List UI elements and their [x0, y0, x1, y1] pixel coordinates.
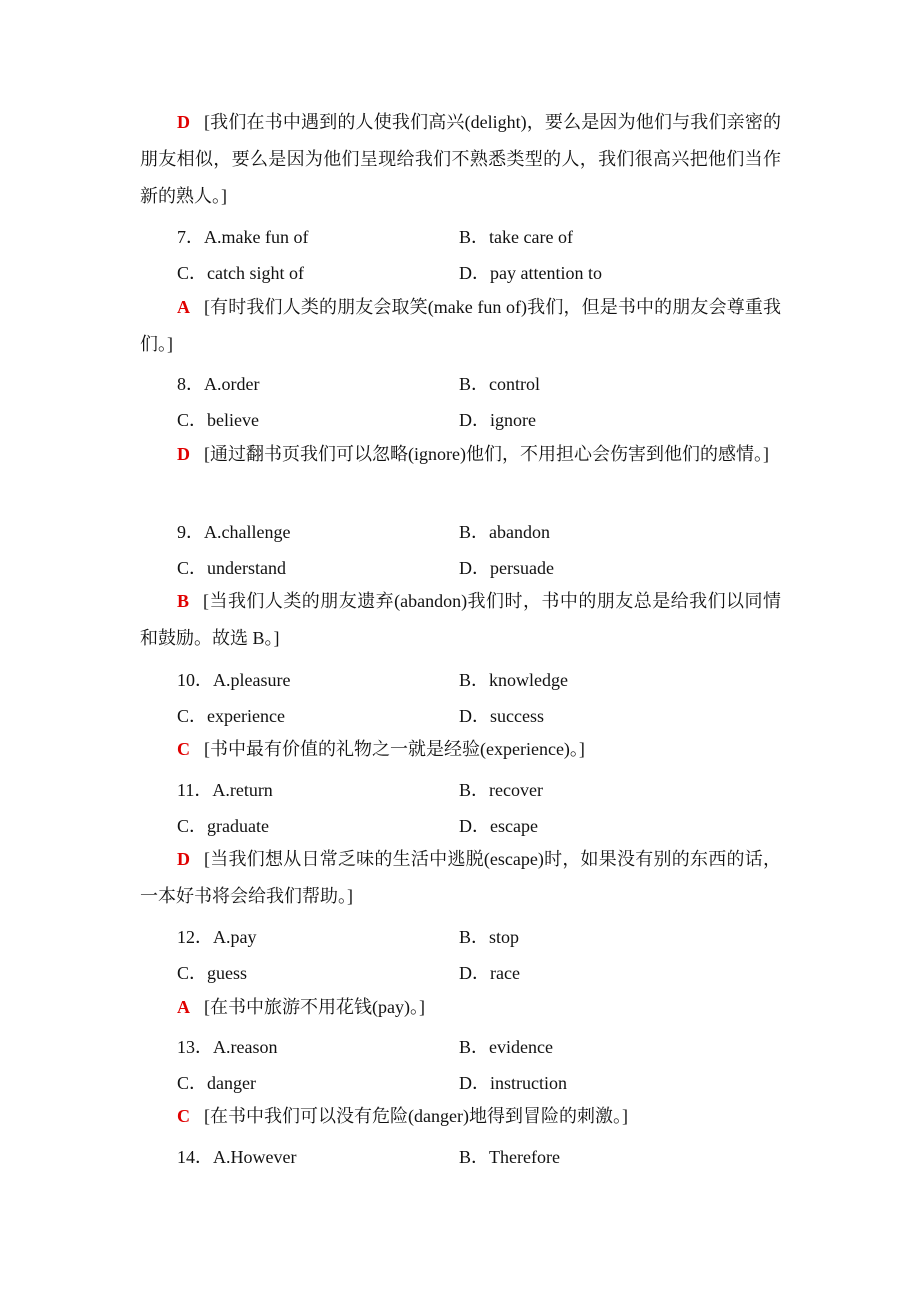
option-7a: 7．A.make fun of [177, 227, 309, 247]
explanation-text: [在书中我们可以没有危险(danger)地得到冒险的刺激。] [204, 1106, 628, 1126]
explanation-q7 [140, 289, 781, 363]
option-7c: C．catch sight of [177, 263, 304, 283]
explanation-q8 [140, 436, 781, 473]
explanation-q13 [140, 1098, 781, 1135]
explanation-text: [有时我们人类的朋友会取笑(make fun of)我们，但是书中的朋友会尊重我们。] [140, 297, 781, 354]
option-7b: B．take care of [459, 227, 573, 247]
option-10d: D．success [459, 706, 544, 726]
explanation-text: [我们在书中遇到的人使我们高兴(delight)，要么是因为他们与我们亲密的朋友相似，要么是因为他们呈现给我们不熟悉类型的人，我们很高兴把他们当作新的熟人。] [140, 112, 781, 206]
explanation-q9 [140, 583, 781, 657]
option-13c: C．danger [177, 1073, 256, 1093]
answer-letter: D [177, 849, 190, 869]
explanation-q6 [140, 104, 781, 215]
option-14a: 14．A.However [177, 1147, 297, 1167]
option-8c: C．believe [177, 410, 259, 430]
answer-letter: C [177, 1106, 190, 1126]
answer-letter: D [177, 112, 190, 132]
option-12b: B．stop [459, 927, 520, 947]
option-12a: 12．A.pay [177, 927, 257, 947]
option-11d: D．escape [459, 816, 538, 836]
option-10a: 10．A.pleasure [177, 670, 291, 690]
option-9c: C．understand [177, 558, 286, 578]
option-8a: 8．A.order [177, 374, 260, 394]
option-8b: B．control [459, 374, 540, 394]
explanation-text: [在书中旅游不用花钱(pay)。] [204, 997, 425, 1017]
answer-letter: A [177, 997, 190, 1017]
explanation-q11 [140, 841, 781, 915]
option-9a: 9．A.challenge [177, 522, 291, 542]
option-14b: B．Therefore [459, 1147, 560, 1167]
explanation-text: [当我们想从日常乏味的生活中逃脱(escape)时，如果没有别的东西的话，一本好书将会给我们帮助。] [140, 849, 781, 906]
option-13a: 13．A.reason [177, 1037, 278, 1057]
explanation-text: [通过翻书页我们可以忽略(ignore)他们，不用担心会伤害到他们的感情。] [204, 444, 769, 464]
option-11b: B．recover [459, 780, 543, 800]
option-12c: C．guess [177, 963, 248, 983]
option-9b: B．abandon [459, 522, 550, 542]
explanation-text: [书中最有价值的礼物之一就是经验(experience)。] [204, 739, 585, 759]
answer-letter: B [177, 591, 190, 611]
answer-letter: D [177, 444, 190, 464]
explanation-q10 [140, 731, 781, 768]
answer-letter: A [177, 297, 190, 317]
option-13d: D．instruction [459, 1073, 567, 1093]
option-7d: D．pay attention to [459, 263, 602, 283]
option-8d: D．ignore [459, 410, 536, 430]
option-13b: B．evidence [459, 1037, 553, 1057]
explanation-text: [当我们人类的朋友遗弃(abandon)我们时，书中的朋友总是给我们以同情和鼓励。故选 B。] [140, 591, 781, 648]
option-11a: 11．A.return [177, 780, 273, 800]
option-10b: B．knowledge [459, 670, 568, 690]
option-10c: C．experience [177, 706, 285, 726]
answer-letter: C [177, 739, 190, 759]
option-9d: D．persuade [459, 558, 554, 578]
option-11c: C．graduate [177, 816, 269, 836]
option-12d: D．race [459, 963, 520, 983]
explanation-q12 [140, 989, 781, 1026]
